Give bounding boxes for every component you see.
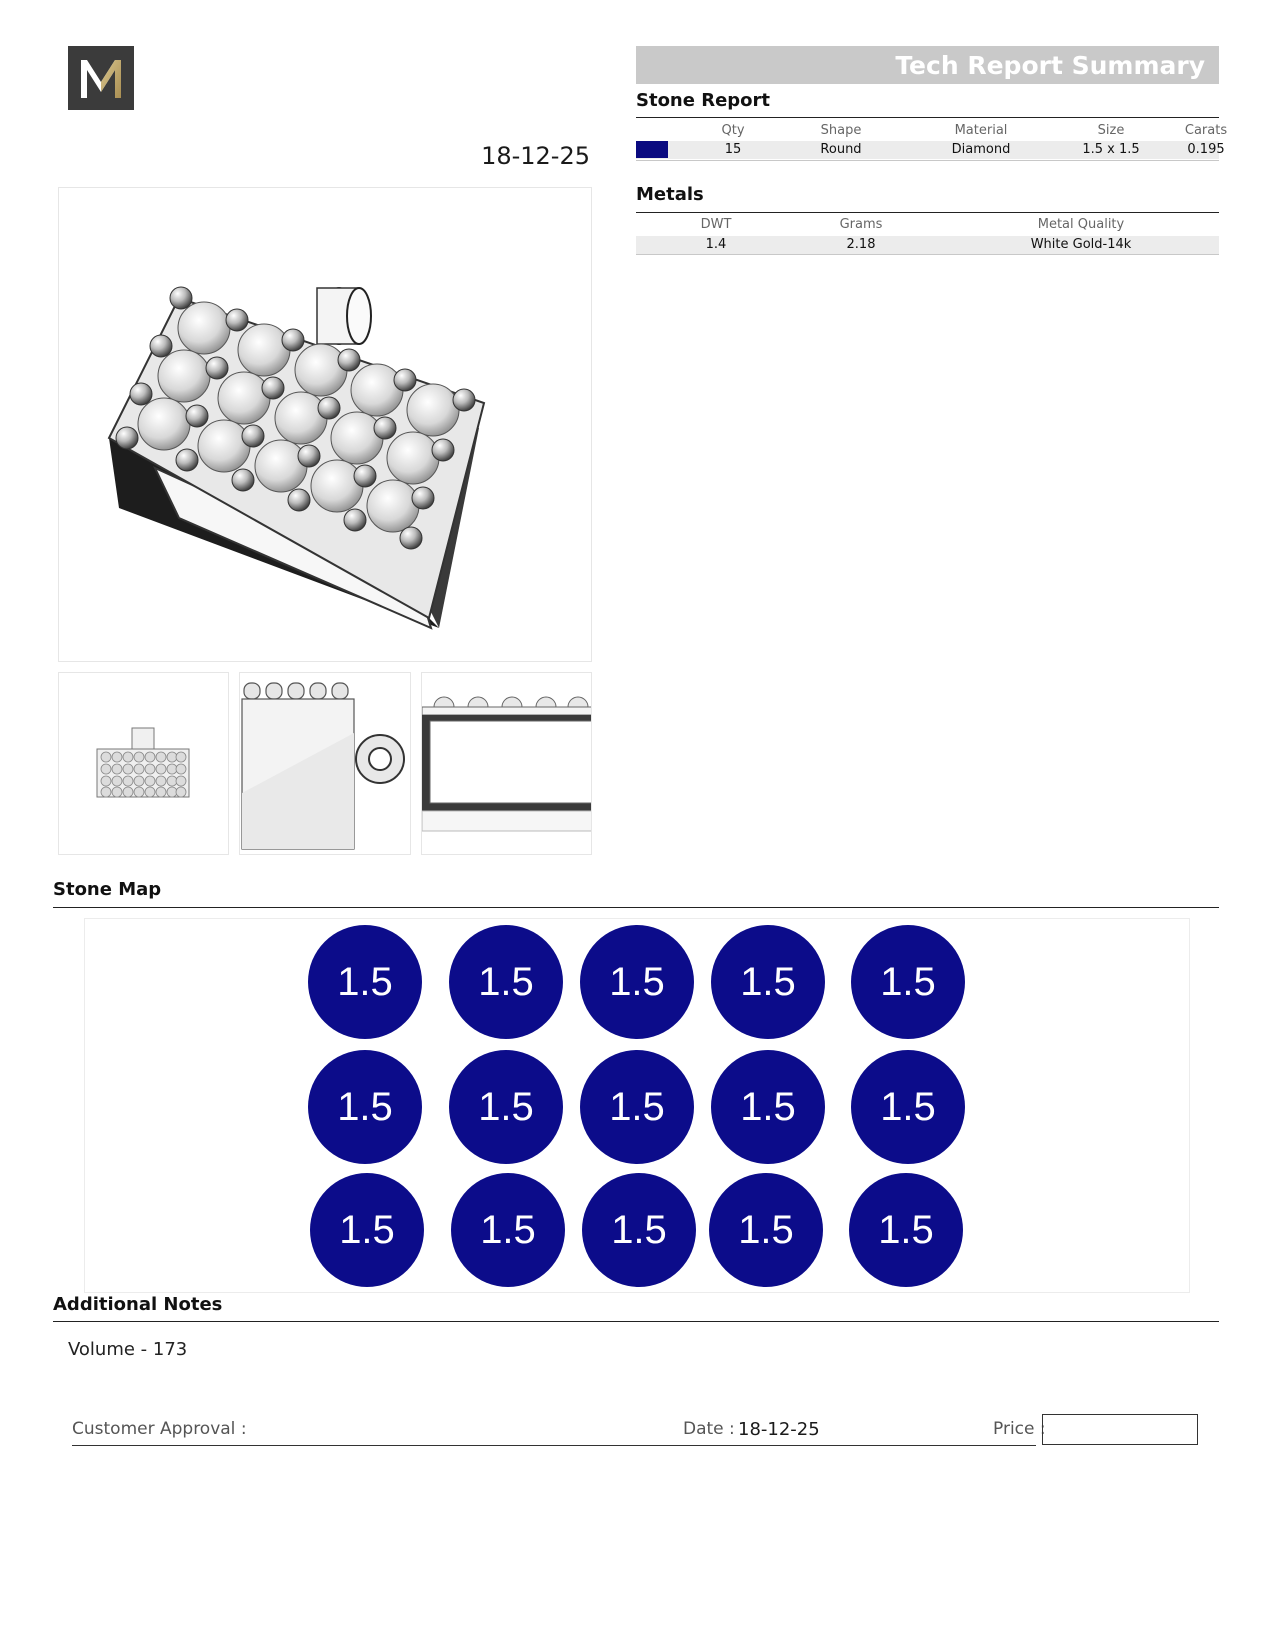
report-title: Tech Report Summary <box>895 51 1205 80</box>
cell-qty: 15 <box>724 142 742 157</box>
cell-size: 1.5 x 1.5 <box>1082 142 1140 157</box>
stone-marker: 1.5 <box>449 925 563 1039</box>
stone-marker: 1.5 <box>308 925 422 1039</box>
cell-metal-quality: White Gold-14k <box>1030 237 1132 252</box>
additional-notes-heading: Additional Notes <box>53 1294 223 1315</box>
price-field[interactable] <box>1042 1414 1198 1445</box>
stone-marker: 1.5 <box>851 925 965 1039</box>
stone-color-swatch <box>636 141 668 158</box>
cell-material: Diamond <box>951 142 1011 157</box>
additional-notes-text: Volume - 173 <box>68 1339 188 1360</box>
cell-shape: Round <box>820 142 862 157</box>
stone-report-row-line <box>636 160 1219 161</box>
stone-marker: 1.5 <box>849 1173 963 1287</box>
thumbnail-front-view <box>58 672 229 855</box>
stone-marker: 1.5 <box>308 1050 422 1164</box>
thumbnail-top-view <box>421 672 592 855</box>
stone-marker: 1.5 <box>580 925 694 1039</box>
stone-marker: 1.5 <box>582 1173 696 1287</box>
stone-map <box>84 918 1190 1293</box>
col-shape: Shape <box>820 123 862 138</box>
report-title-bar <box>636 46 1219 84</box>
cell-dwt: 1.4 <box>705 237 727 252</box>
stone-marker: 1.5 <box>451 1173 565 1287</box>
main-render-image <box>58 187 592 662</box>
stone-marker: 1.5 <box>709 1173 823 1287</box>
cell-carats: 0.195 <box>1187 142 1225 157</box>
stone-report-rule <box>636 117 1219 118</box>
stone-marker: 1.5 <box>711 925 825 1039</box>
stone-report-heading: Stone Report <box>636 90 771 111</box>
additional-notes-rule <box>53 1321 1219 1322</box>
approval-date-label: Date : <box>683 1419 735 1439</box>
col-carats: Carats <box>1184 123 1228 138</box>
metals-header-row <box>636 217 1219 233</box>
report-date: 18-12-25 <box>481 142 590 170</box>
customer-approval-label: Customer Approval : <box>72 1419 247 1439</box>
col-qty: Qty <box>721 123 745 138</box>
metals-heading: Metals <box>636 184 704 205</box>
stone-marker: 1.5 <box>310 1173 424 1287</box>
approval-date-value: 18-12-25 <box>738 1419 820 1440</box>
col-metal-quality: Metal Quality <box>1037 217 1125 232</box>
metals-row-line <box>636 254 1219 255</box>
col-material: Material <box>954 123 1008 138</box>
col-dwt: DWT <box>700 217 732 232</box>
stone-report-row <box>636 141 1225 159</box>
stone-marker: 1.5 <box>580 1050 694 1164</box>
company-logo <box>68 46 134 110</box>
col-size: Size <box>1097 123 1125 138</box>
stone-marker: 1.5 <box>449 1050 563 1164</box>
thumbnail-side-view <box>239 672 411 855</box>
col-grams: Grams <box>839 217 883 232</box>
stone-marker: 1.5 <box>711 1050 825 1164</box>
metals-rule <box>636 212 1219 213</box>
stone-marker: 1.5 <box>851 1050 965 1164</box>
cell-grams: 2.18 <box>846 237 876 252</box>
signature-line <box>72 1445 1036 1446</box>
stone-map-heading: Stone Map <box>53 879 162 900</box>
price-label: Price : <box>993 1419 1046 1439</box>
stone-report-header-row <box>636 123 1228 139</box>
metals-row <box>636 236 1219 254</box>
stone-map-rule <box>53 907 1219 908</box>
logo-m-mark <box>77 56 125 100</box>
